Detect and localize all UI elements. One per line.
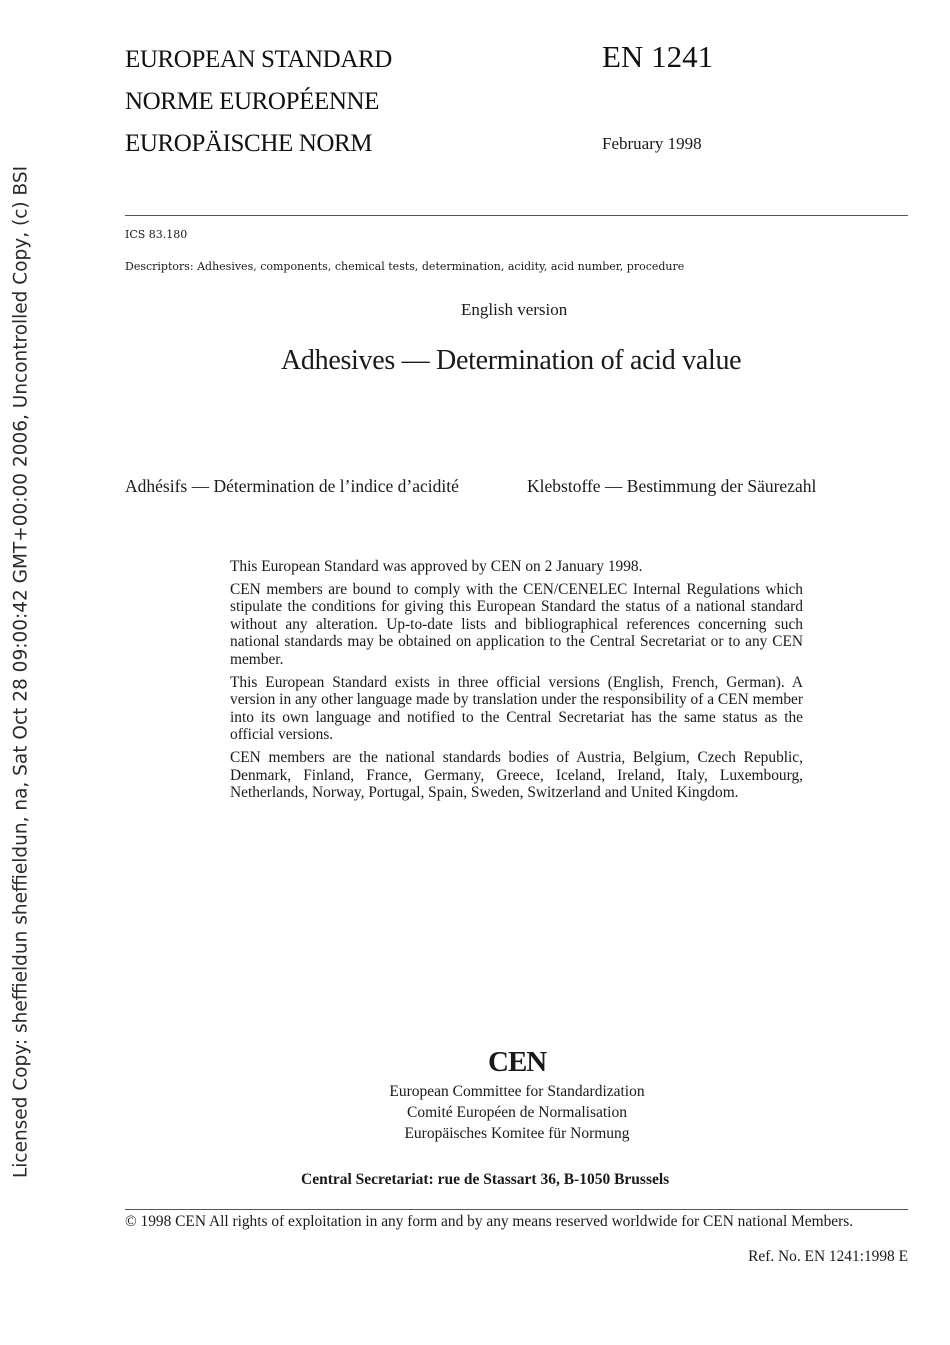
members-paragraph: CEN members are the national standards bodies of Austria, Belgium, Czech Republic, Denmark, Finland, France, Germany, Greece, Iceland, Ireland, Italy, Luxembourg, Netherlands, Norway, Portugal, Spain, Sweden, Switzerland and United Kingdom.: [230, 748, 803, 802]
footer-divider: [125, 1209, 908, 1210]
standard-number: EN 1241: [602, 39, 714, 74]
versions-paragraph: This European Standard exists in three official versions (English, French, German). A version in any other language made by translation under the responsibility of a CEN member into its own language and notified to the Central Secretariat has the same status as the official versions.: [230, 673, 803, 744]
org-name-english: European Committee for Standardization: [389, 1083, 645, 1100]
org-name-french: Comité Européen de Normalisation: [407, 1104, 627, 1121]
copyright-notice: © 1998 CEN All rights of exploitation in any form and by any means reserved worldwide for CEN national Members.: [125, 1213, 854, 1230]
ics-code: ICS 83.180: [125, 228, 188, 241]
org-name-german: Europäisches Komitee für Normung: [404, 1125, 630, 1142]
compliance-paragraph: CEN members are bound to comply with the CEN/CENELEC Internal Regulations which stipulate the conditions for giving this European Standard the status of a national standard without any alteration. Up-to-date lists and bibliographical references concerning such national standards may be obtained on application to the Central Secretariat or to any CEN member.: [230, 580, 803, 668]
german-title: Klebstoffe — Bestimmung der Säurezahl: [527, 476, 817, 496]
header-european-standard: EUROPEAN STANDARD: [125, 46, 392, 73]
document-title: Adhesives — Determination of acid value: [281, 345, 742, 376]
descriptors: Descriptors: Adhesives, components, chemical tests, determination, acidity, acid number, procedure: [125, 260, 685, 273]
publication-date: February 1998: [602, 134, 702, 153]
license-watermark: Licensed Copy: sheffieldun sheffieldun, na, Sat Oct 28 09:00:42 GMT+00:00 2006, Uncontrolled Copy, (c) BSI: [10, 165, 32, 1179]
header-divider: [125, 215, 908, 216]
central-secretariat: Central Secretariat: rue de Stassart 36, B-1050 Brussels: [301, 1171, 670, 1188]
approval-paragraph: This European Standard was approved by CEN on 2 January 1998.: [230, 558, 643, 575]
cen-logo: CEN: [488, 1046, 547, 1078]
reference-number: Ref. No. EN 1241:1998 E: [748, 1248, 908, 1265]
header-europaische-norm: EUROPÄISCHE NORM: [125, 130, 373, 157]
french-title: Adhésifs — Détermination de l’indice d’acidité: [125, 476, 459, 496]
version-label: English version: [461, 300, 568, 319]
approval-notes: [230, 558, 803, 807]
header-norme-europeenne: NORME EUROPÉENNE: [125, 88, 380, 115]
